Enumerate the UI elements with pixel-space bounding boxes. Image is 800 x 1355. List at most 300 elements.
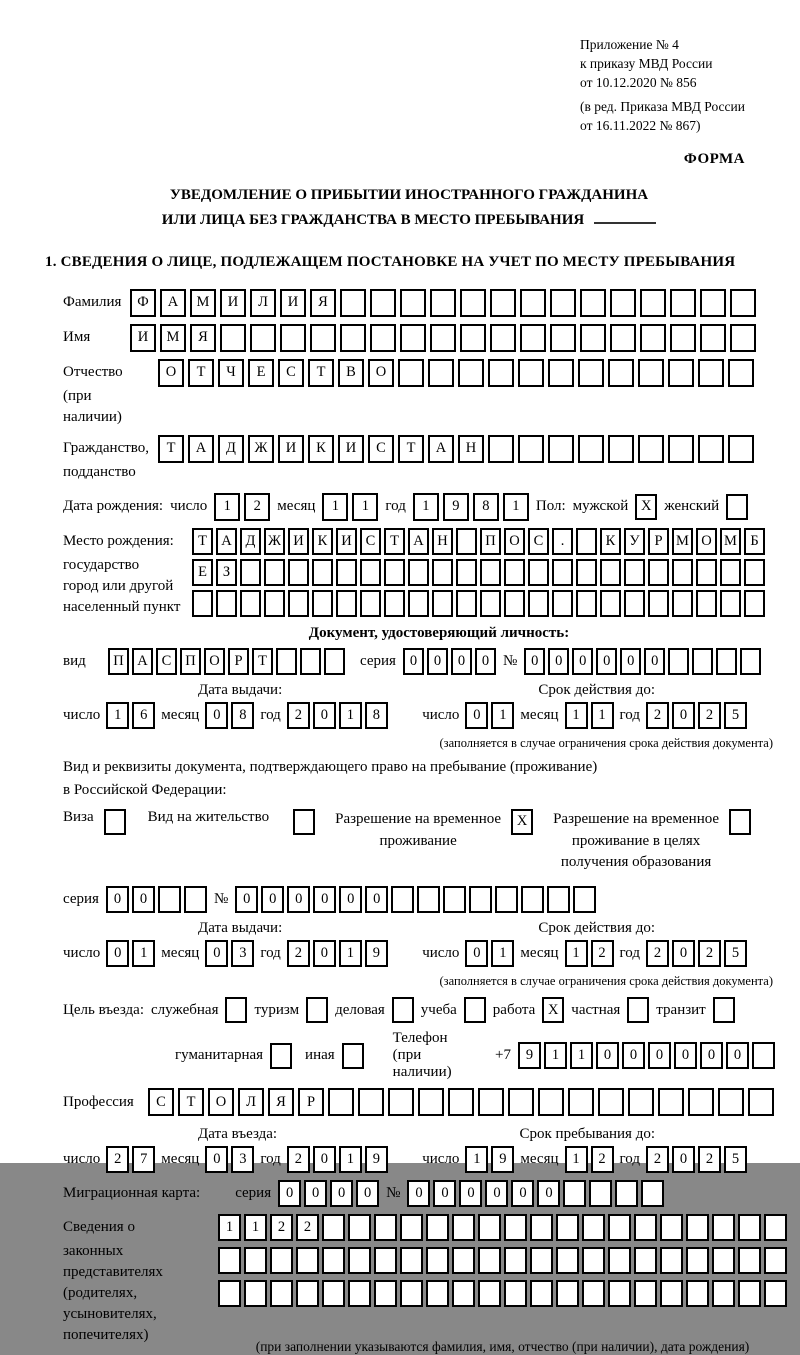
char-cell[interactable]: 0 [465, 940, 488, 967]
char-cell[interactable]: 0 [403, 648, 424, 675]
char-cell[interactable] [296, 1247, 319, 1274]
char-cell[interactable]: 8 [365, 702, 388, 729]
char-cell[interactable]: С [368, 435, 394, 463]
entry-year-cells[interactable] [287, 1146, 388, 1173]
char-cell[interactable] [624, 559, 645, 586]
char-cell[interactable] [600, 590, 621, 617]
char-cell[interactable] [264, 559, 285, 586]
char-cell[interactable] [218, 1280, 241, 1307]
char-cell[interactable]: И [288, 528, 309, 555]
char-cell[interactable]: Т [308, 359, 334, 387]
char-cell[interactable]: 1 [503, 493, 529, 521]
char-cell[interactable]: Р [648, 528, 669, 555]
char-cell[interactable]: 2 [244, 493, 270, 521]
char-cell[interactable]: 0 [205, 1146, 228, 1173]
char-cell[interactable]: И [338, 435, 364, 463]
char-cell[interactable]: К [600, 528, 621, 555]
char-cell[interactable]: И [280, 289, 306, 317]
char-cell[interactable] [452, 1247, 475, 1274]
char-cell[interactable] [696, 559, 717, 586]
char-cell[interactable] [480, 559, 501, 586]
char-cell[interactable] [608, 1247, 631, 1274]
char-cell[interactable] [400, 289, 426, 317]
char-cell[interactable]: 0 [451, 648, 472, 675]
char-cell[interactable]: 2 [698, 1146, 721, 1173]
char-cell[interactable]: Е [192, 559, 213, 586]
char-cell[interactable]: А [408, 528, 429, 555]
char-cell[interactable] [340, 289, 366, 317]
char-cell[interactable]: Р [298, 1088, 324, 1116]
char-cell[interactable]: 0 [485, 1180, 508, 1207]
char-cell[interactable] [264, 590, 285, 617]
char-cell[interactable]: С [156, 648, 177, 675]
char-cell[interactable] [518, 359, 544, 387]
char-cell[interactable] [530, 1280, 553, 1307]
char-cell[interactable]: 1 [132, 940, 155, 967]
char-cell[interactable]: 0 [674, 1042, 697, 1069]
char-cell[interactable]: 1 [491, 940, 514, 967]
char-cell[interactable]: П [180, 648, 201, 675]
char-cell[interactable]: 9 [518, 1042, 541, 1069]
char-cell[interactable] [720, 590, 741, 617]
char-cell[interactable]: 0 [313, 702, 336, 729]
char-cell[interactable]: 0 [287, 886, 310, 913]
char-cell[interactable]: 1 [218, 1214, 241, 1241]
char-cell[interactable] [738, 1214, 761, 1241]
char-cell[interactable] [686, 1214, 709, 1241]
char-cell[interactable] [400, 324, 426, 352]
char-cell[interactable]: . [552, 528, 573, 555]
char-cell[interactable]: С [360, 528, 381, 555]
res-valid-year-cells[interactable] [646, 940, 747, 967]
char-cell[interactable]: О [504, 528, 525, 555]
char-cell[interactable]: В [338, 359, 364, 387]
char-cell[interactable]: С [528, 528, 549, 555]
char-cell[interactable]: О [158, 359, 184, 387]
char-cell[interactable] [192, 590, 213, 617]
char-cell[interactable]: 1 [544, 1042, 567, 1069]
char-cell[interactable]: 0 [278, 1180, 301, 1207]
char-cell[interactable] [280, 324, 306, 352]
purpose-work-checkbox[interactable]: X [542, 997, 564, 1023]
char-cell[interactable] [764, 1247, 787, 1274]
char-cell[interactable]: М [160, 324, 186, 352]
char-cell[interactable]: 2 [698, 940, 721, 967]
char-cell[interactable] [550, 324, 576, 352]
char-cell[interactable] [432, 590, 453, 617]
res-valid-day-cells[interactable] [465, 940, 514, 967]
char-cell[interactable]: И [336, 528, 357, 555]
char-cell[interactable] [400, 1247, 423, 1274]
char-cell[interactable]: 0 [672, 702, 695, 729]
char-cell[interactable]: К [308, 435, 334, 463]
char-cell[interactable]: С [278, 359, 304, 387]
char-cell[interactable]: 0 [407, 1180, 430, 1207]
char-cell[interactable]: М [672, 528, 693, 555]
char-cell[interactable] [452, 1280, 475, 1307]
char-cell[interactable] [764, 1280, 787, 1307]
char-cell[interactable] [374, 1214, 397, 1241]
char-cell[interactable]: 0 [700, 1042, 723, 1069]
char-cell[interactable]: И [278, 435, 304, 463]
char-cell[interactable]: 9 [491, 1146, 514, 1173]
char-cell[interactable] [528, 559, 549, 586]
char-cell[interactable]: Т [178, 1088, 204, 1116]
char-cell[interactable] [504, 1247, 527, 1274]
char-cell[interactable]: П [108, 648, 129, 675]
temp-edu-checkbox[interactable] [729, 809, 751, 835]
char-cell[interactable] [692, 648, 713, 675]
char-cell[interactable] [520, 324, 546, 352]
char-cell[interactable]: М [720, 528, 741, 555]
char-cell[interactable] [348, 1214, 371, 1241]
doc-valid-day-cells[interactable] [465, 702, 514, 729]
char-cell[interactable] [488, 435, 514, 463]
char-cell[interactable] [640, 289, 666, 317]
char-cell[interactable] [740, 648, 761, 675]
char-cell[interactable]: Т [384, 528, 405, 555]
char-cell[interactable] [216, 590, 237, 617]
char-cell[interactable]: А [160, 289, 186, 317]
char-cell[interactable]: А [188, 435, 214, 463]
char-cell[interactable] [550, 289, 576, 317]
char-cell[interactable]: Р [228, 648, 249, 675]
char-cell[interactable]: 2 [270, 1214, 293, 1241]
char-cell[interactable] [244, 1280, 267, 1307]
char-cell[interactable]: 2 [646, 1146, 669, 1173]
char-cell[interactable] [563, 1180, 586, 1207]
char-cell[interactable]: 0 [205, 702, 228, 729]
char-cell[interactable]: П [480, 528, 501, 555]
char-cell[interactable] [504, 1280, 527, 1307]
char-cell[interactable] [730, 324, 756, 352]
char-cell[interactable] [480, 590, 501, 617]
char-cell[interactable] [220, 324, 246, 352]
char-cell[interactable] [712, 1214, 735, 1241]
char-cell[interactable] [240, 559, 261, 586]
char-cell[interactable]: 1 [352, 493, 378, 521]
char-cell[interactable] [658, 1088, 684, 1116]
char-cell[interactable] [218, 1247, 241, 1274]
char-cell[interactable]: 5 [724, 702, 747, 729]
profession-cells[interactable] [148, 1088, 774, 1116]
char-cell[interactable]: 0 [261, 886, 284, 913]
char-cell[interactable]: М [190, 289, 216, 317]
char-cell[interactable]: 0 [313, 940, 336, 967]
citizenship-cells[interactable] [158, 435, 754, 463]
char-cell[interactable] [430, 289, 456, 317]
char-cell[interactable]: 0 [596, 648, 617, 675]
char-cell[interactable]: 1 [339, 940, 362, 967]
char-cell[interactable] [634, 1214, 657, 1241]
char-cell[interactable] [580, 289, 606, 317]
char-cell[interactable]: 0 [313, 886, 336, 913]
char-cell[interactable] [670, 324, 696, 352]
res-issue-month-cells[interactable] [205, 940, 254, 967]
char-cell[interactable] [752, 1042, 775, 1069]
purpose-other-checkbox[interactable] [342, 1043, 364, 1069]
doc-number-cells[interactable] [524, 648, 761, 675]
char-cell[interactable] [328, 1088, 354, 1116]
char-cell[interactable]: Я [190, 324, 216, 352]
char-cell[interactable] [530, 1247, 553, 1274]
doc-issue-day-cells[interactable] [106, 702, 155, 729]
char-cell[interactable] [578, 359, 604, 387]
name-cells[interactable] [130, 324, 756, 352]
char-cell[interactable] [490, 289, 516, 317]
char-cell[interactable]: Т [192, 528, 213, 555]
char-cell[interactable] [598, 1088, 624, 1116]
char-cell[interactable]: 1 [565, 1146, 588, 1173]
char-cell[interactable] [458, 359, 484, 387]
char-cell[interactable]: 8 [473, 493, 499, 521]
char-cell[interactable]: И [220, 289, 246, 317]
purpose-private-checkbox[interactable] [627, 997, 649, 1023]
char-cell[interactable]: 0 [644, 648, 665, 675]
char-cell[interactable] [452, 1214, 475, 1241]
female-checkbox[interactable] [726, 494, 748, 520]
char-cell[interactable]: 0 [620, 648, 641, 675]
char-cell[interactable]: 0 [106, 886, 129, 913]
char-cell[interactable]: 0 [427, 648, 448, 675]
char-cell[interactable] [686, 1247, 709, 1274]
char-cell[interactable]: Ж [248, 435, 274, 463]
char-cell[interactable] [432, 559, 453, 586]
entry-day-cells[interactable] [106, 1146, 155, 1173]
char-cell[interactable]: 5 [724, 940, 747, 967]
char-cell[interactable]: О [696, 528, 717, 555]
char-cell[interactable] [660, 1214, 683, 1241]
char-cell[interactable]: 1 [565, 702, 588, 729]
char-cell[interactable] [672, 590, 693, 617]
char-cell[interactable] [478, 1280, 501, 1307]
char-cell[interactable]: 0 [465, 702, 488, 729]
char-cell[interactable] [648, 559, 669, 586]
char-cell[interactable] [288, 590, 309, 617]
patronymic-cells[interactable] [158, 359, 754, 387]
char-cell[interactable] [448, 1088, 474, 1116]
visa-checkbox[interactable] [104, 809, 126, 835]
purpose-study-checkbox[interactable] [464, 997, 486, 1023]
char-cell[interactable]: А [428, 435, 454, 463]
char-cell[interactable] [456, 559, 477, 586]
purpose-transit-checkbox[interactable] [713, 997, 735, 1023]
char-cell[interactable] [336, 590, 357, 617]
char-cell[interactable]: Л [238, 1088, 264, 1116]
char-cell[interactable]: Н [458, 435, 484, 463]
char-cell[interactable]: Е [248, 359, 274, 387]
char-cell[interactable]: Ч [218, 359, 244, 387]
char-cell[interactable] [312, 559, 333, 586]
char-cell[interactable] [460, 289, 486, 317]
mig-number-cells[interactable] [407, 1180, 664, 1207]
char-cell[interactable]: Т [188, 359, 214, 387]
char-cell[interactable] [348, 1280, 371, 1307]
char-cell[interactable] [672, 559, 693, 586]
char-cell[interactable] [716, 648, 737, 675]
char-cell[interactable] [504, 559, 525, 586]
char-cell[interactable]: 1 [322, 493, 348, 521]
char-cell[interactable] [336, 559, 357, 586]
char-cell[interactable]: О [368, 359, 394, 387]
representatives-cells-row1[interactable] [218, 1214, 787, 1241]
stay-year-cells[interactable] [646, 1146, 747, 1173]
char-cell[interactable] [670, 289, 696, 317]
char-cell[interactable]: 2 [106, 1146, 129, 1173]
char-cell[interactable]: 0 [572, 648, 593, 675]
char-cell[interactable] [698, 359, 724, 387]
char-cell[interactable] [388, 1088, 414, 1116]
char-cell[interactable] [738, 1280, 761, 1307]
char-cell[interactable] [660, 1280, 683, 1307]
char-cell[interactable] [660, 1247, 683, 1274]
char-cell[interactable] [628, 1088, 654, 1116]
char-cell[interactable]: 0 [511, 1180, 534, 1207]
char-cell[interactable] [430, 324, 456, 352]
char-cell[interactable] [360, 590, 381, 617]
char-cell[interactable] [374, 1247, 397, 1274]
char-cell[interactable] [288, 559, 309, 586]
char-cell[interactable]: 0 [548, 648, 569, 675]
char-cell[interactable]: 2 [287, 702, 310, 729]
char-cell[interactable]: Ф [130, 289, 156, 317]
char-cell[interactable]: 0 [622, 1042, 645, 1069]
char-cell[interactable] [538, 1088, 564, 1116]
entry-month-cells[interactable] [205, 1146, 254, 1173]
doc-issue-month-cells[interactable] [205, 702, 254, 729]
char-cell[interactable] [668, 648, 689, 675]
char-cell[interactable] [478, 1088, 504, 1116]
char-cell[interactable]: 0 [537, 1180, 560, 1207]
char-cell[interactable] [556, 1280, 579, 1307]
purpose-humanitarian-checkbox[interactable] [270, 1043, 292, 1069]
char-cell[interactable]: Н [432, 528, 453, 555]
char-cell[interactable] [400, 1280, 423, 1307]
residence-permit-checkbox[interactable] [293, 809, 315, 835]
char-cell[interactable]: 0 [648, 1042, 671, 1069]
char-cell[interactable]: З [216, 559, 237, 586]
char-cell[interactable] [240, 590, 261, 617]
char-cell[interactable]: Я [310, 289, 336, 317]
char-cell[interactable] [296, 1280, 319, 1307]
char-cell[interactable] [582, 1214, 605, 1241]
char-cell[interactable] [556, 1214, 579, 1241]
char-cell[interactable]: Ж [264, 528, 285, 555]
char-cell[interactable] [700, 324, 726, 352]
char-cell[interactable] [600, 559, 621, 586]
char-cell[interactable]: 9 [365, 940, 388, 967]
char-cell[interactable] [443, 886, 466, 913]
char-cell[interactable] [580, 324, 606, 352]
birth-day-cells[interactable] [214, 493, 270, 521]
char-cell[interactable] [408, 590, 429, 617]
char-cell[interactable]: 2 [646, 702, 669, 729]
char-cell[interactable]: 8 [231, 702, 254, 729]
char-cell[interactable]: А [216, 528, 237, 555]
char-cell[interactable] [504, 590, 525, 617]
char-cell[interactable] [310, 324, 336, 352]
char-cell[interactable] [460, 324, 486, 352]
char-cell[interactable] [634, 1247, 657, 1274]
char-cell[interactable] [456, 590, 477, 617]
char-cell[interactable] [638, 359, 664, 387]
char-cell[interactable]: Д [218, 435, 244, 463]
char-cell[interactable] [556, 1247, 579, 1274]
char-cell[interactable] [469, 886, 492, 913]
char-cell[interactable] [712, 1247, 735, 1274]
representatives-cells-row2[interactable] [218, 1247, 787, 1274]
char-cell[interactable]: 0 [304, 1180, 327, 1207]
char-cell[interactable] [490, 324, 516, 352]
purpose-tourism-checkbox[interactable] [306, 997, 328, 1023]
char-cell[interactable] [276, 648, 297, 675]
char-cell[interactable]: 0 [313, 1146, 336, 1173]
char-cell[interactable]: И [130, 324, 156, 352]
doc-issue-year-cells[interactable] [287, 702, 388, 729]
char-cell[interactable] [668, 359, 694, 387]
char-cell[interactable]: 0 [459, 1180, 482, 1207]
char-cell[interactable] [398, 359, 424, 387]
char-cell[interactable]: 0 [339, 886, 362, 913]
char-cell[interactable] [568, 1088, 594, 1116]
char-cell[interactable] [744, 559, 765, 586]
char-cell[interactable] [384, 559, 405, 586]
char-cell[interactable]: 0 [596, 1042, 619, 1069]
birth-year-cells[interactable] [413, 493, 529, 521]
char-cell[interactable] [417, 886, 440, 913]
birthplace-cells-row1[interactable] [192, 528, 765, 555]
char-cell[interactable] [478, 1247, 501, 1274]
char-cell[interactable] [552, 590, 573, 617]
purpose-business-checkbox[interactable] [392, 997, 414, 1023]
birthplace-cells-row3[interactable] [192, 590, 765, 617]
char-cell[interactable]: 1 [413, 493, 439, 521]
char-cell[interactable] [270, 1280, 293, 1307]
res-issue-day-cells[interactable] [106, 940, 155, 967]
char-cell[interactable] [370, 289, 396, 317]
char-cell[interactable]: 0 [132, 886, 155, 913]
char-cell[interactable] [615, 1180, 638, 1207]
char-cell[interactable]: Б [744, 528, 765, 555]
char-cell[interactable]: О [204, 648, 225, 675]
char-cell[interactable]: 0 [205, 940, 228, 967]
birthplace-cells-row2[interactable] [192, 559, 765, 586]
char-cell[interactable]: 2 [646, 940, 669, 967]
char-cell[interactable] [648, 590, 669, 617]
char-cell[interactable] [250, 324, 276, 352]
char-cell[interactable] [610, 289, 636, 317]
char-cell[interactable]: У [624, 528, 645, 555]
char-cell[interactable] [573, 886, 596, 913]
char-cell[interactable] [312, 590, 333, 617]
char-cell[interactable]: 1 [214, 493, 240, 521]
char-cell[interactable] [744, 590, 765, 617]
char-cell[interactable]: 3 [231, 940, 254, 967]
char-cell[interactable]: Т [252, 648, 273, 675]
char-cell[interactable] [548, 435, 574, 463]
char-cell[interactable]: 0 [106, 940, 129, 967]
char-cell[interactable]: 3 [231, 1146, 254, 1173]
char-cell[interactable]: 0 [475, 648, 496, 675]
char-cell[interactable] [688, 1088, 714, 1116]
char-cell[interactable] [530, 1214, 553, 1241]
char-cell[interactable] [582, 1280, 605, 1307]
char-cell[interactable] [270, 1247, 293, 1274]
char-cell[interactable]: 1 [591, 702, 614, 729]
char-cell[interactable] [495, 886, 518, 913]
char-cell[interactable]: 2 [287, 1146, 310, 1173]
char-cell[interactable] [384, 590, 405, 617]
